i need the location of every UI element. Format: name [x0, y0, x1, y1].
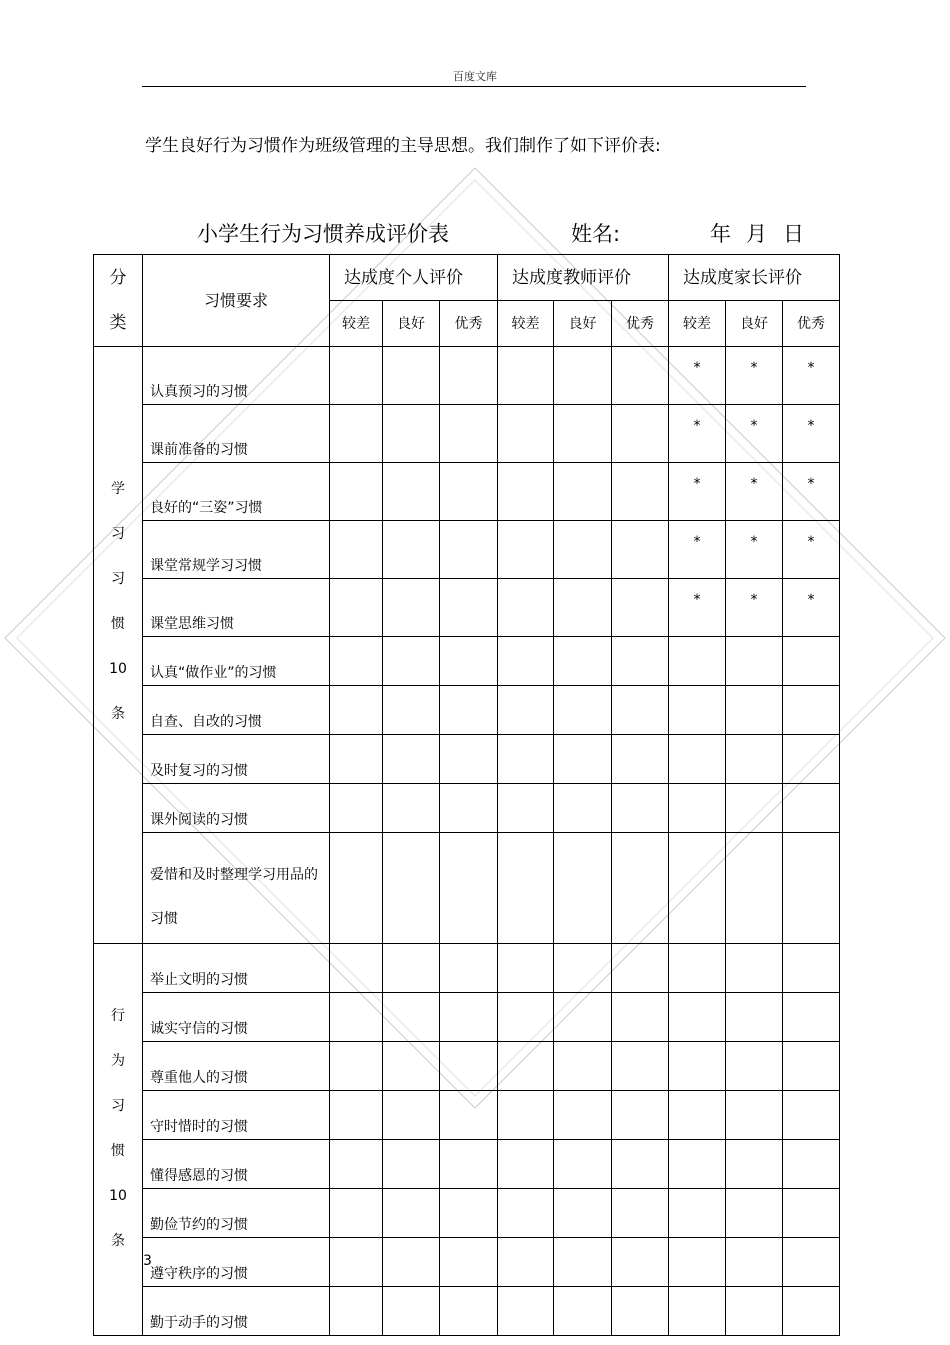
rating-cell[interactable] — [440, 637, 498, 686]
header-row-groups — [94, 255, 840, 301]
rating-cell[interactable] — [726, 735, 783, 784]
habit-item: 举止文明的习惯 — [143, 944, 330, 993]
day-label: 日 — [783, 222, 804, 246]
category-char: 10 — [109, 1188, 127, 1204]
rating-cell[interactable] — [498, 1238, 554, 1287]
rating-cell[interactable] — [612, 735, 669, 784]
rating-cell[interactable] — [612, 1091, 669, 1140]
rating-cell-marked[interactable]: * — [726, 405, 783, 463]
rating-header: 良好 — [383, 301, 440, 347]
rating-cell[interactable] — [440, 1287, 498, 1336]
group-header-teacher: 达成度教师评价 — [498, 255, 669, 301]
rating-cell[interactable] — [330, 1238, 383, 1287]
rating-cell-marked[interactable]: * — [669, 579, 726, 637]
rating-cell[interactable] — [783, 637, 840, 686]
rating-header: 良好 — [726, 301, 783, 347]
table-row — [94, 686, 840, 735]
rating-cell[interactable] — [554, 1287, 612, 1336]
habit-item: 及时复习的习惯 — [143, 735, 330, 784]
rating-cell-marked[interactable]: * — [783, 521, 840, 579]
rating-cell[interactable] — [440, 405, 498, 463]
rating-cell[interactable] — [726, 784, 783, 833]
rating-cell[interactable] — [612, 1287, 669, 1336]
rating-cell[interactable] — [498, 1091, 554, 1140]
rating-cell[interactable] — [612, 944, 669, 993]
rating-cell[interactable] — [726, 1140, 783, 1189]
rating-cell[interactable] — [783, 1042, 840, 1091]
rating-cell[interactable] — [726, 1189, 783, 1238]
category-char: 条 — [111, 706, 125, 722]
rating-cell[interactable] — [498, 637, 554, 686]
category-char: 习 — [111, 1098, 125, 1114]
habit-item: 认真预习的习惯 — [143, 347, 330, 405]
rating-cell[interactable] — [498, 993, 554, 1042]
header-title: 百度文库 — [453, 70, 497, 83]
rating-cell[interactable] — [554, 521, 612, 579]
rating-cell[interactable] — [669, 637, 726, 686]
table-row — [94, 1238, 840, 1287]
rating-cell[interactable] — [440, 944, 498, 993]
rating-cell[interactable] — [330, 686, 383, 735]
rating-header: 较差 — [330, 301, 383, 347]
rating-cell[interactable] — [383, 347, 440, 405]
rating-cell[interactable] — [783, 1189, 840, 1238]
category-char: 条 — [111, 1233, 125, 1249]
category-header — [94, 255, 143, 347]
header-divider — [142, 86, 806, 87]
rating-cell[interactable] — [440, 993, 498, 1042]
rating-cell[interactable] — [330, 1091, 383, 1140]
table-row — [94, 1042, 840, 1091]
category-char: 习 — [111, 526, 125, 542]
rating-cell[interactable] — [554, 347, 612, 405]
page-number: 3 — [143, 1253, 152, 1269]
rating-cell[interactable] — [440, 1140, 498, 1189]
rating-cell[interactable] — [669, 686, 726, 735]
rating-cell[interactable] — [330, 579, 383, 637]
evaluation-table — [93, 254, 840, 1336]
rating-cell[interactable] — [330, 405, 383, 463]
rating-cell[interactable] — [612, 784, 669, 833]
rating-cell[interactable] — [612, 347, 669, 405]
habit-item: 课外阅读的习惯 — [143, 784, 330, 833]
rating-cell[interactable] — [383, 784, 440, 833]
habit-item: 课堂思维习惯 — [143, 579, 330, 637]
rating-cell[interactable] — [440, 1091, 498, 1140]
rating-cell-marked[interactable]: * — [726, 463, 783, 521]
rating-cell[interactable] — [383, 1140, 440, 1189]
rating-cell[interactable] — [440, 1238, 498, 1287]
table-row — [94, 1091, 840, 1140]
rating-cell[interactable] — [783, 1091, 840, 1140]
requirement-header: 习惯要求 — [143, 255, 330, 347]
habit-item: 遵守秩序的习惯 — [143, 1238, 330, 1287]
rating-cell[interactable] — [669, 1189, 726, 1238]
rating-cell[interactable] — [383, 1042, 440, 1091]
rating-cell[interactable] — [383, 405, 440, 463]
year-label: 年 — [710, 222, 731, 246]
rating-cell[interactable] — [554, 1140, 612, 1189]
month-label: 月 — [746, 222, 767, 246]
category-char: 学 — [111, 481, 125, 497]
rating-cell-marked[interactable]: * — [783, 579, 840, 637]
rating-cell[interactable] — [612, 1189, 669, 1238]
rating-cell-marked[interactable]: * — [669, 405, 726, 463]
rating-cell[interactable] — [726, 993, 783, 1042]
category-char: 习 — [111, 571, 125, 587]
rating-cell[interactable] — [783, 1140, 840, 1189]
rating-cell[interactable] — [612, 579, 669, 637]
table-row — [94, 521, 840, 579]
rating-cell[interactable] — [330, 637, 383, 686]
rating-cell[interactable] — [330, 1189, 383, 1238]
table-row — [94, 463, 840, 521]
rating-cell[interactable] — [383, 944, 440, 993]
rating-cell[interactable] — [783, 944, 840, 993]
rating-cell[interactable] — [330, 1287, 383, 1336]
rating-cell[interactable] — [498, 833, 554, 944]
rating-cell[interactable] — [440, 1189, 498, 1238]
rating-cell-marked[interactable]: * — [783, 347, 840, 405]
rating-cell[interactable] — [554, 637, 612, 686]
rating-cell-marked[interactable]: * — [783, 463, 840, 521]
rating-cell[interactable] — [783, 784, 840, 833]
rating-cell-marked[interactable]: * — [669, 521, 726, 579]
rating-cell[interactable] — [498, 1042, 554, 1091]
habit-item: 自查、自改的习惯 — [143, 686, 330, 735]
rating-cell[interactable] — [554, 1189, 612, 1238]
rating-cell[interactable] — [498, 1189, 554, 1238]
rating-cell[interactable] — [498, 347, 554, 405]
group-header-parent: 达成度家长评价 — [669, 255, 840, 301]
rating-cell-marked[interactable]: * — [783, 405, 840, 463]
rating-cell[interactable] — [330, 833, 383, 944]
table-row — [94, 833, 840, 944]
rating-cell[interactable] — [383, 735, 440, 784]
rating-cell[interactable] — [440, 833, 498, 944]
rating-cell[interactable] — [498, 735, 554, 784]
rating-cell[interactable] — [669, 1140, 726, 1189]
table-row — [94, 1189, 840, 1238]
rating-cell[interactable] — [554, 1042, 612, 1091]
category-char: 10 — [109, 661, 127, 677]
rating-cell[interactable] — [612, 993, 669, 1042]
rating-cell[interactable] — [783, 735, 840, 784]
rating-cell[interactable] — [498, 784, 554, 833]
rating-cell-marked[interactable]: * — [726, 579, 783, 637]
habit-item: 良好的“三姿”习惯 — [143, 463, 330, 521]
rating-cell[interactable] — [383, 579, 440, 637]
table-row — [94, 347, 840, 405]
category-header-bottom: 类 — [109, 312, 127, 333]
category-char: 惯 — [111, 616, 125, 632]
rating-cell[interactable] — [440, 579, 498, 637]
rating-cell[interactable] — [330, 463, 383, 521]
rating-cell[interactable] — [383, 686, 440, 735]
form-title: 小学生行为习惯养成评价表 — [197, 222, 449, 246]
rating-cell[interactable] — [726, 833, 783, 944]
category-cell-behavior — [94, 944, 143, 1336]
rating-cell[interactable] — [440, 463, 498, 521]
rating-cell-marked[interactable]: * — [669, 347, 726, 405]
table-row — [94, 579, 840, 637]
rating-cell[interactable] — [383, 1287, 440, 1336]
rating-cell[interactable] — [554, 686, 612, 735]
rating-cell[interactable] — [783, 1287, 840, 1336]
category-label — [94, 944, 142, 1264]
rating-cell[interactable] — [669, 1287, 726, 1336]
rating-cell[interactable] — [726, 1287, 783, 1336]
rating-cell[interactable] — [330, 521, 383, 579]
rating-cell-marked[interactable]: * — [726, 347, 783, 405]
rating-cell[interactable] — [554, 579, 612, 637]
rating-cell[interactable] — [783, 993, 840, 1042]
rating-cell-marked[interactable]: * — [726, 521, 783, 579]
rating-cell[interactable] — [612, 405, 669, 463]
rating-cell[interactable] — [669, 735, 726, 784]
rating-cell[interactable] — [669, 993, 726, 1042]
rating-cell[interactable] — [440, 784, 498, 833]
rating-cell[interactable] — [554, 405, 612, 463]
habit-item: 课堂常规学习习惯 — [143, 521, 330, 579]
category-cell-study — [94, 347, 143, 944]
rating-cell[interactable] — [612, 637, 669, 686]
rating-cell[interactable] — [498, 579, 554, 637]
intro-paragraph: 学生良好行为习惯作为班级管理的主导思想。我们制作了如下评价表: — [145, 136, 661, 156]
rating-cell[interactable] — [330, 347, 383, 405]
rating-cell[interactable] — [440, 347, 498, 405]
rating-cell[interactable] — [612, 463, 669, 521]
rating-cell[interactable] — [669, 1091, 726, 1140]
category-char: 为 — [111, 1053, 125, 1069]
rating-cell[interactable] — [669, 833, 726, 944]
category-char: 行 — [111, 1008, 125, 1024]
habit-item: 诚实守信的习惯 — [143, 993, 330, 1042]
rating-cell[interactable] — [669, 1238, 726, 1287]
rating-cell[interactable] — [330, 1042, 383, 1091]
group-header-self: 达成度个人评价 — [330, 255, 498, 301]
rating-cell[interactable] — [726, 944, 783, 993]
category-label — [94, 347, 142, 737]
habit-item: 勤俭节约的习惯 — [143, 1189, 330, 1238]
rating-cell[interactable] — [612, 1140, 669, 1189]
rating-header: 优秀 — [783, 301, 840, 347]
rating-header: 较差 — [498, 301, 554, 347]
rating-cell[interactable] — [612, 1238, 669, 1287]
rating-cell[interactable] — [383, 637, 440, 686]
rating-header: 优秀 — [612, 301, 669, 347]
rating-cell[interactable] — [383, 1189, 440, 1238]
habit-item: 课前准备的习惯 — [143, 405, 330, 463]
rating-cell[interactable] — [554, 833, 612, 944]
rating-cell[interactable] — [383, 1091, 440, 1140]
rating-cell[interactable] — [783, 833, 840, 944]
table-row — [94, 405, 840, 463]
rating-cell[interactable] — [554, 463, 612, 521]
rating-cell[interactable] — [498, 1140, 554, 1189]
rating-cell[interactable] — [440, 686, 498, 735]
rating-cell[interactable] — [498, 686, 554, 735]
rating-cell[interactable] — [498, 463, 554, 521]
habit-item: 勤于动手的习惯 — [143, 1287, 330, 1336]
table-row — [94, 637, 840, 686]
rating-cell[interactable] — [612, 686, 669, 735]
habit-item: 懂得感恩的习惯 — [143, 1140, 330, 1189]
rating-cell[interactable] — [330, 735, 383, 784]
rating-cell[interactable] — [554, 1091, 612, 1140]
rating-cell[interactable] — [554, 735, 612, 784]
name-label: 姓名: — [571, 222, 621, 246]
rating-cell[interactable] — [383, 833, 440, 944]
rating-cell[interactable] — [726, 1091, 783, 1140]
rating-cell[interactable] — [726, 1042, 783, 1091]
category-char: 惯 — [111, 1143, 125, 1159]
rating-header: 优秀 — [440, 301, 498, 347]
rating-cell[interactable] — [440, 1042, 498, 1091]
rating-cell[interactable] — [726, 1238, 783, 1287]
rating-cell[interactable] — [669, 944, 726, 993]
table-row — [94, 784, 840, 833]
rating-header: 较差 — [669, 301, 726, 347]
rating-cell[interactable] — [498, 521, 554, 579]
rating-cell[interactable] — [330, 944, 383, 993]
table-row — [94, 993, 840, 1042]
rating-cell[interactable] — [612, 521, 669, 579]
rating-cell[interactable] — [669, 1042, 726, 1091]
rating-cell[interactable] — [612, 1042, 669, 1091]
rating-cell[interactable] — [498, 944, 554, 993]
rating-cell[interactable] — [330, 993, 383, 1042]
rating-cell[interactable] — [330, 784, 383, 833]
rating-cell[interactable] — [383, 1238, 440, 1287]
rating-cell[interactable] — [669, 784, 726, 833]
rating-cell[interactable] — [498, 1287, 554, 1336]
rating-header: 良好 — [554, 301, 612, 347]
rating-cell[interactable] — [554, 784, 612, 833]
rating-cell[interactable] — [383, 993, 440, 1042]
table-row — [94, 1140, 840, 1189]
rating-cell-marked[interactable]: * — [669, 463, 726, 521]
rating-cell[interactable] — [726, 637, 783, 686]
rating-cell[interactable] — [383, 521, 440, 579]
category-header-top: 分 — [109, 267, 127, 288]
rating-cell[interactable] — [498, 405, 554, 463]
rating-cell[interactable] — [330, 1140, 383, 1189]
habit-item: 爱惜和及时整理学习用品的习惯 — [143, 833, 330, 944]
rating-cell[interactable] — [554, 1238, 612, 1287]
rating-cell[interactable] — [440, 521, 498, 579]
table-row — [94, 944, 840, 993]
table-row — [94, 1287, 840, 1336]
habit-item: 守时惜时的习惯 — [143, 1091, 330, 1140]
rating-cell[interactable] — [383, 463, 440, 521]
habit-item: 认真“做作业”的习惯 — [143, 637, 330, 686]
rating-cell[interactable] — [554, 944, 612, 993]
rating-cell[interactable] — [612, 833, 669, 944]
rating-cell[interactable] — [783, 1238, 840, 1287]
rating-cell[interactable] — [440, 735, 498, 784]
rating-cell[interactable] — [783, 686, 840, 735]
habit-item: 尊重他人的习惯 — [143, 1042, 330, 1091]
rating-cell[interactable] — [726, 686, 783, 735]
table-row — [94, 735, 840, 784]
rating-cell[interactable] — [554, 993, 612, 1042]
